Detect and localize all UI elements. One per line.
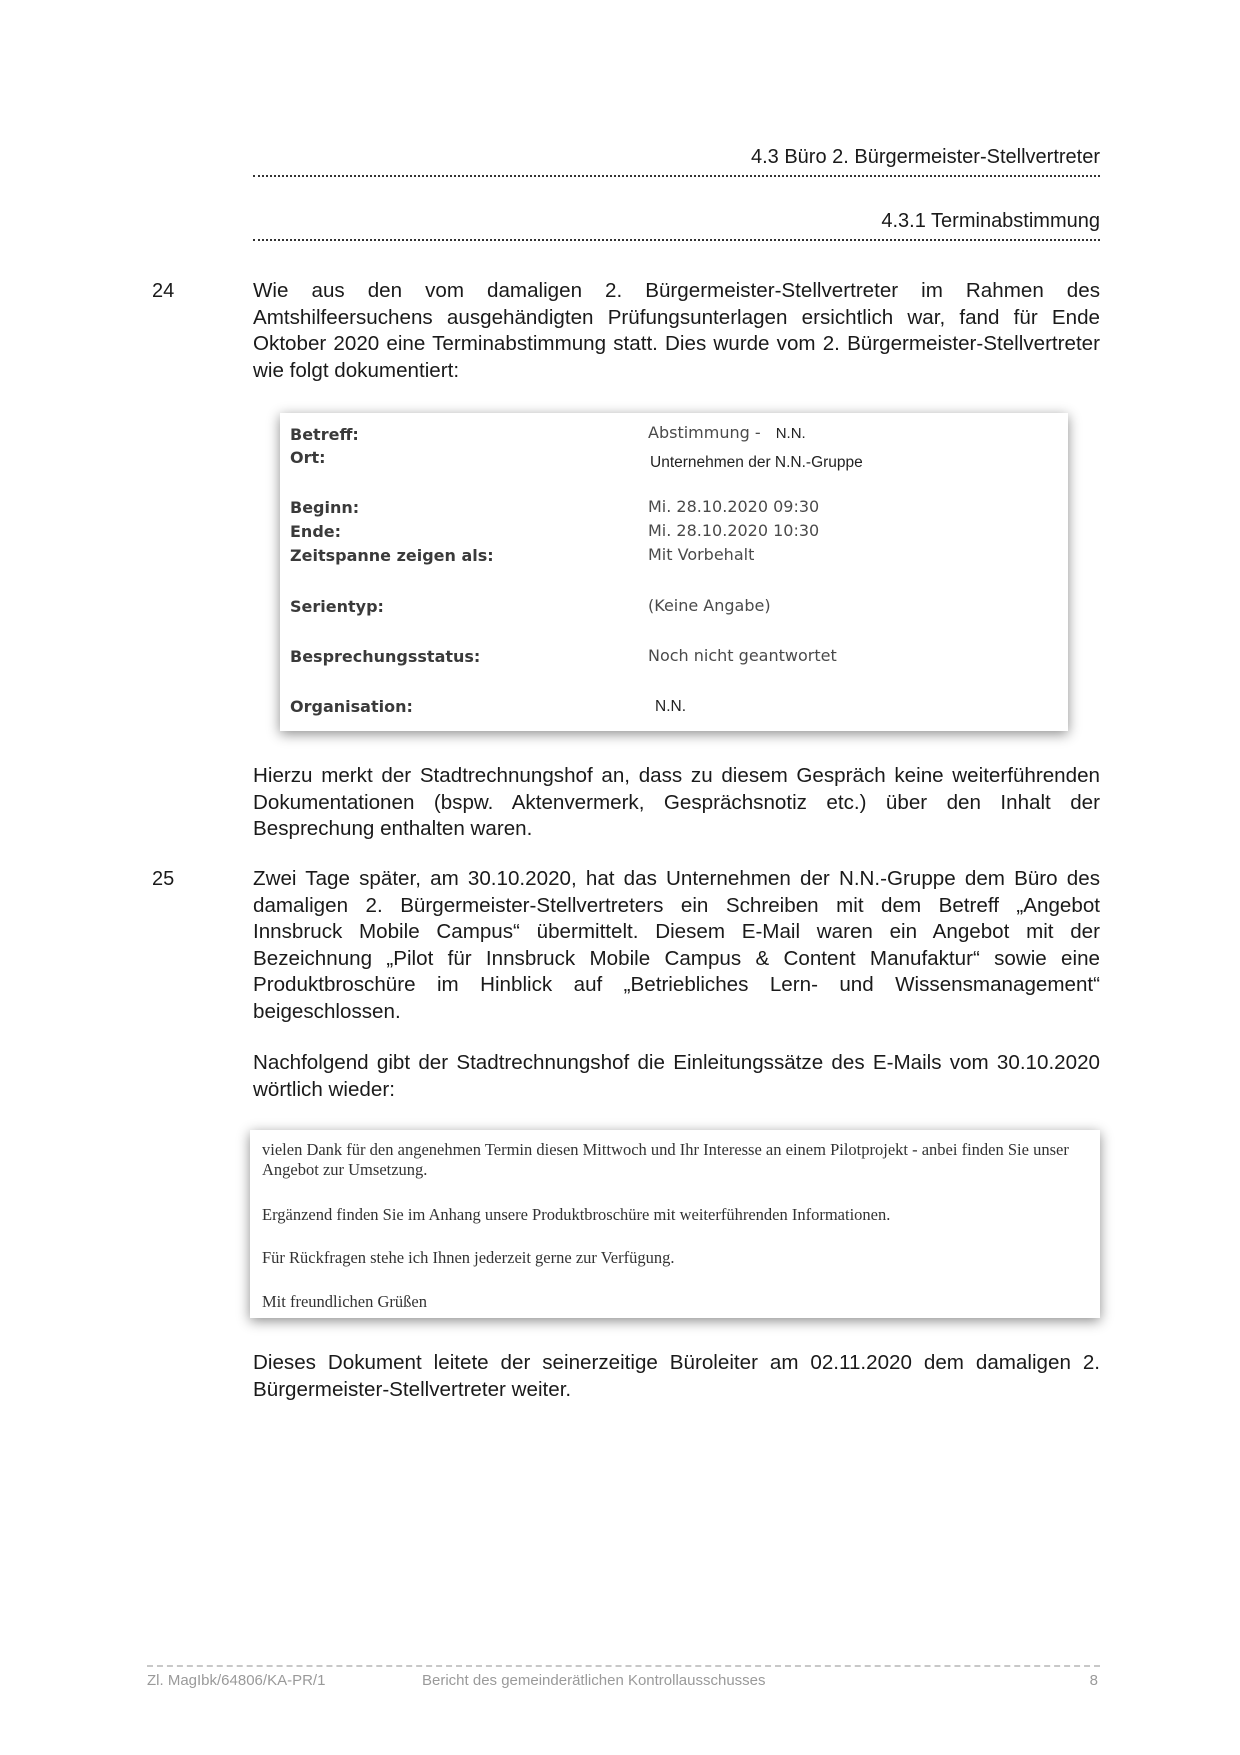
appointment-screenshot: [280, 413, 1068, 731]
footer-page-number: 8: [1089, 1672, 1098, 1689]
email-line-2: Ergänzend finden Sie im Anhang unsere Produktbroschüre mit weiterführenden Informationen.: [262, 1205, 891, 1224]
beginn-label: Beginn:: [290, 498, 360, 517]
betreff-redacted-name: N.N.: [775, 425, 806, 442]
serientyp-label: Serientyp:: [290, 597, 384, 616]
besprechungsstatus-value: Noch nicht geantwortet: [648, 646, 837, 665]
paragraph-24-text: Wie aus den vom damaligen 2. Bürgermeister-Stellvertreter im Rahmen des Amtshilfeersuchens ausgehändigten Prüfungsunterlagen ersichtlich war, fand für Ende Oktober 2020 eine Terminabstimmung statt. Dies wurde vom 2. Bürgermeister-Stellvertreter wie folgt dokumentiert:: [253, 279, 1100, 382]
organisation-value: N.N.: [655, 698, 686, 715]
footer-title: Bericht des gemeinderätlichen Kontrollausschusses: [422, 1672, 766, 1689]
ende-value: Mi. 28.10.2020 10:30: [648, 521, 820, 540]
ort-label: Ort:: [290, 448, 326, 467]
footer-reference: Zl. MagIbk/64806/KA-PR/1: [147, 1672, 326, 1689]
paragraph-number-24: 24: [152, 280, 175, 302]
paragraph-24-note: Hierzu merkt der Stadtrechnungshof an, dass zu diesem Gespräch keine weiterführenden Dokumentationen (bspw. Aktenvermerk, Gesprächsnotiz etc.) über den Inhalt der Besprechung enthalten waren.: [253, 764, 1100, 840]
page-footer: [147, 1665, 1100, 1695]
paragraph-25-text: Zwei Tage später, am 30.10.2020, hat das Unternehmen der N.N.-Gruppe dem Büro des damaligen 2. Bürgermeister-Stellvertreters ein Schreiben mit dem Betreff „Angebot Innsbruck Mobile Campus“ übermittelt. Diesem E-Mail waren ein Angebot mit der Bezeichnung „Pilot für Innsbruck Mobile Campus & Content Manufaktur“ sowie eine Produktbroschüre im Hinblick auf „Betriebliches Lern- und Wissensmanagement“ beigeschlossen.: [253, 867, 1100, 1023]
serientyp-value: (Keine Angabe): [648, 596, 771, 615]
email-screenshot: [250, 1130, 1100, 1318]
betreff-value: Abstimmung - N.N.: [648, 423, 806, 442]
section-heading-4-3-1: 4.3.1 Terminabstimmung: [253, 210, 1100, 241]
zeitspanne-label: Zeitspanne zeigen als:: [290, 546, 494, 565]
paragraph-25-intro: Nachfolgend gibt der Stadtrechnungshof die Einleitungssätze des E-Mails vom 30.10.2020 wörtlich wieder:: [253, 1051, 1100, 1101]
ort-value: Unternehmen der N.N.-Gruppe: [650, 454, 863, 471]
zeitspanne-value: Mit Vorbehalt: [648, 545, 755, 564]
paragraph-number-25: 25: [152, 868, 175, 890]
section-heading-4-3: 4.3 Büro 2. Bürgermeister-Stellvertreter: [253, 146, 1100, 177]
organisation-label: Organisation:: [290, 697, 413, 716]
besprechungsstatus-label: Besprechungsstatus:: [290, 647, 481, 666]
email-line-4: Mit freundlichen Grüßen: [262, 1292, 427, 1311]
betreff-label: Betreff:: [290, 425, 359, 444]
beginn-value: Mi. 28.10.2020 09:30: [648, 497, 820, 516]
email-line-3: Für Rückfragen stehe ich Ihnen jederzeit gerne zur Verfügung.: [262, 1248, 675, 1267]
ende-label: Ende:: [290, 522, 342, 541]
email-line-1: vielen Dank für den angenehmen Termin diesen Mittwoch und Ihr Interesse an einem Pilotprojekt - anbei finden Sie unser Angebot zur Umsetzung.: [262, 1140, 1069, 1179]
paragraph-25-end: Dieses Dokument leitete der seinerzeitige Büroleiter am 02.11.2020 dem damaligen 2. Bürgermeister-Stellvertreter weiter.: [253, 1351, 1100, 1401]
